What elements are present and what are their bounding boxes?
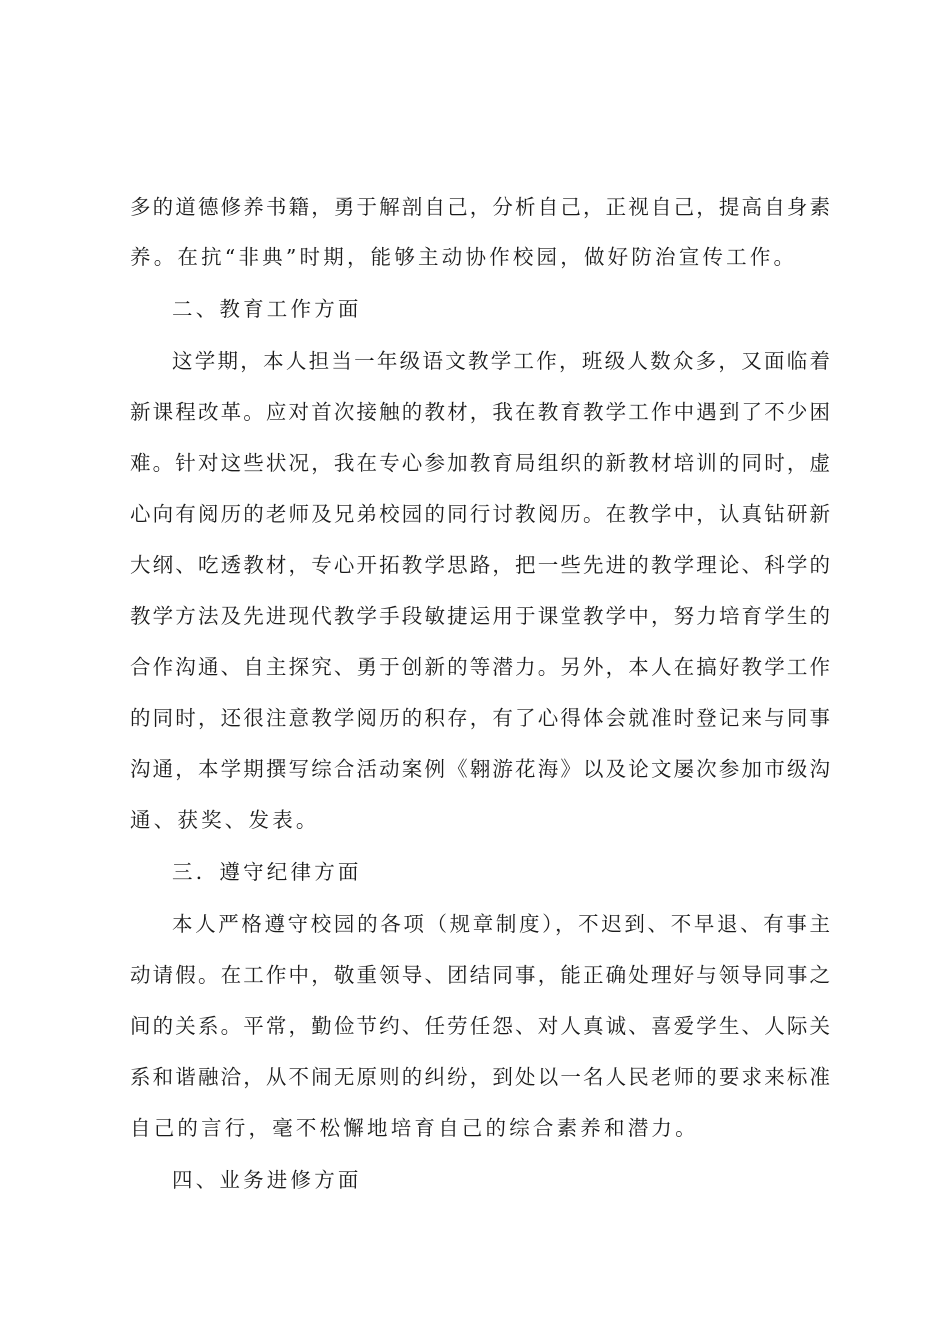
paragraph-line: 通、获奖、发表。 (130, 808, 320, 832)
paragraph-line: 心向有阅历的老师及兄弟校园的同行讨教阅历。在教学中，认真钻研新 (130, 502, 830, 526)
paragraph-line: 合作沟通、自主探究、勇于创新的等潜力。另外，本人在搞好教学工作 (130, 655, 830, 679)
section-heading: 二、教育工作方面 (172, 297, 362, 321)
paragraph-line: 难。针对这些状况，我在专心参加教育局组织的新教材培训的同时，虚 (130, 451, 830, 475)
paragraph-line: 间的关系。平常，勤俭节约、任劳任怨、对人真诚、喜爱学生、人际关 (130, 1014, 830, 1038)
paragraph-line: 的同时，还很注意教学阅历的积存，有了心得体会就准时登记来与同事 (130, 706, 830, 730)
paragraph-line: 自己的言行，毫不松懈地培育自己的综合素养和潜力。 (130, 1116, 699, 1140)
paragraph-line: 养。在抗“非典”时期，能够主动协作校园，做好防治宣传工作。 (130, 245, 798, 269)
paragraph-line: 新课程改革。应对首次接触的教材，我在教育教学工作中遇到了不少困 (130, 400, 830, 424)
paragraph-line: 系和谐融洽，从不闹无原则的纠纷，到处以一名人民老师的要求来标准 (130, 1065, 830, 1089)
paragraph-line: 多的道德修养书籍，勇于解剖自己，分析自己，正视自己，提高自身素 (130, 195, 830, 219)
section-heading: 三．遵守纪律方面 (172, 860, 362, 884)
paragraph-line: 大纲、吃透教材，专心开拓教学思路，把一些先进的教学理论、科学的 (130, 553, 830, 577)
paragraph-line: 本人严格遵守校园的各项（规章制度），不迟到、不早退、有事主 (172, 912, 830, 936)
paragraph-line: 动请假。在工作中，敬重领导、团结同事，能正确处理好与领导同事之 (130, 963, 830, 987)
section-heading: 四、业务进修方面 (172, 1168, 362, 1192)
paragraph-line: 沟通，本学期撰写综合活动案例《翱游花海》以及论文屡次参加市级沟 (130, 757, 830, 781)
paragraph-line: 教学方法及先进现代教学手段敏捷运用于课堂教学中，努力培育学生的 (130, 604, 830, 628)
paragraph-line: 这学期，本人担当一年级语文教学工作，班级人数众多，又面临着 (172, 349, 830, 373)
